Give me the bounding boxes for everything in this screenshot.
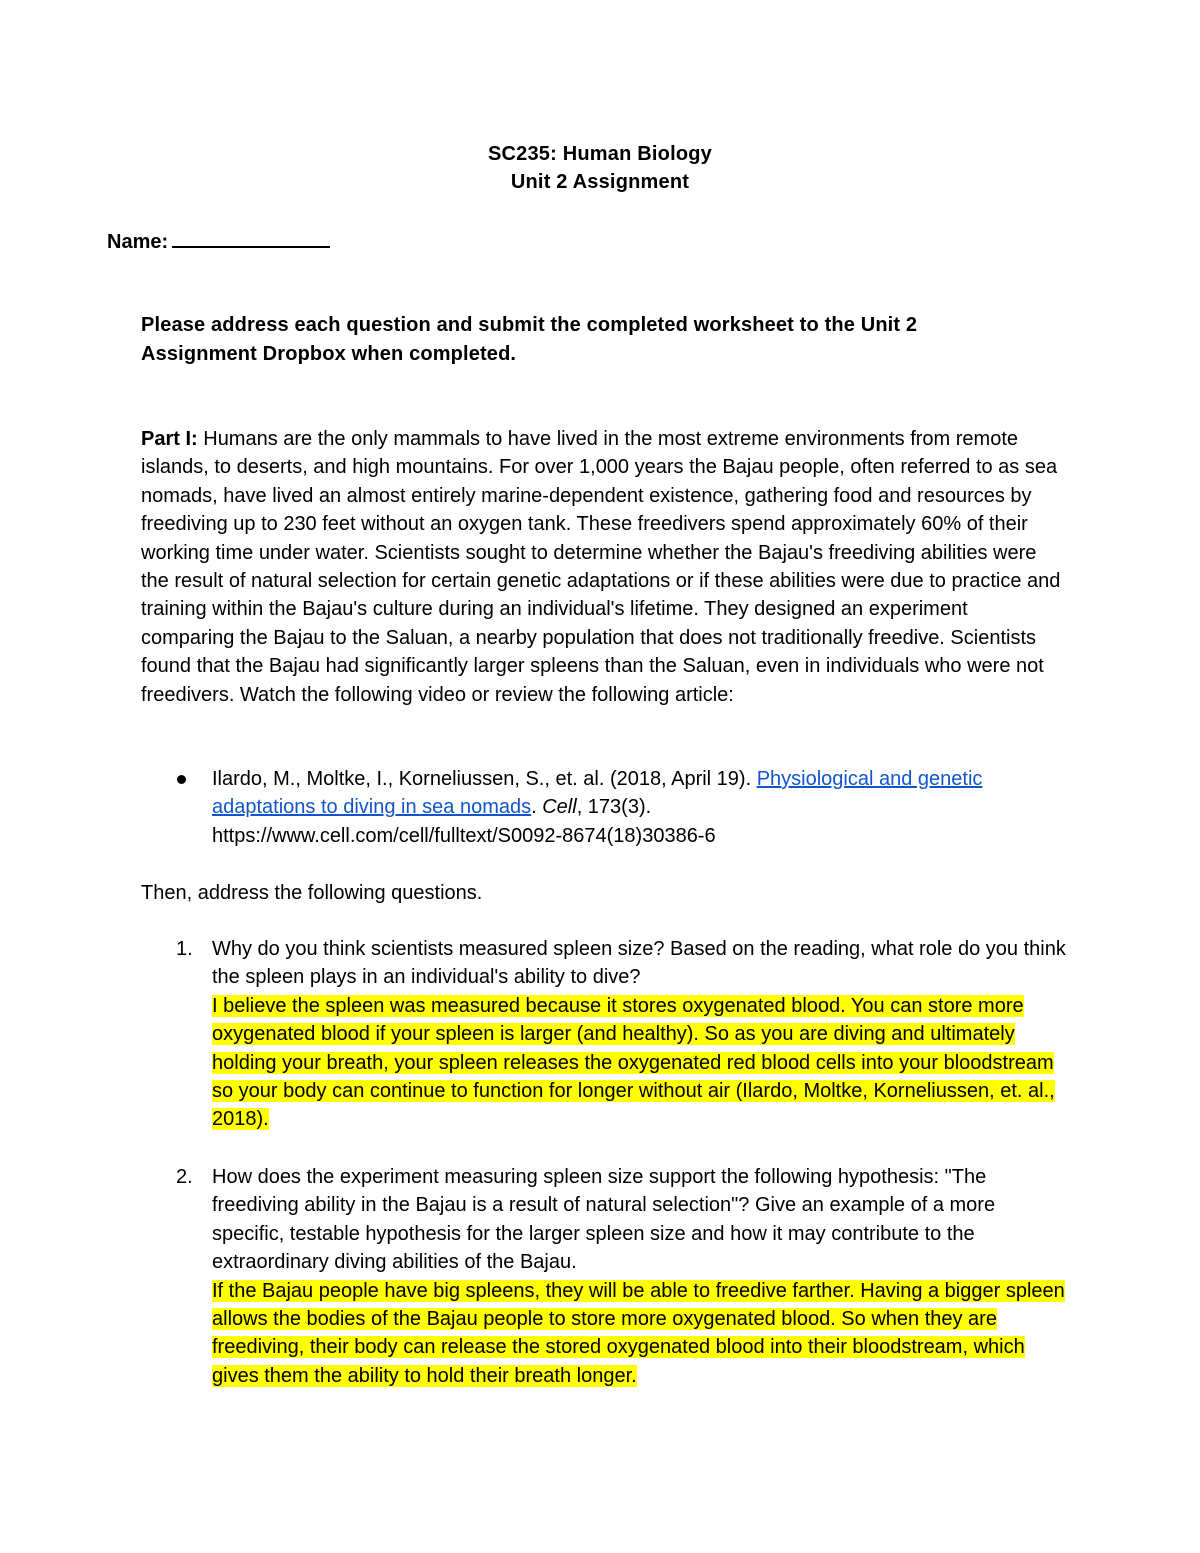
question-2 [141, 1163, 1071, 1390]
reference-authors: Ilardo, M., Moltke, I., Korneliussen, S., et. al. (2018, April 19). [212, 768, 757, 790]
reference-volume: , 173(3). [576, 796, 652, 819]
answer-highlight: I believe the spleen was measured because it stores oxygenated blood. You can store more oxygenated blood if your spleen is larger (and healthy). So as you are diving and ultimately holding your breath, your spleen releases the oxygenated red blood cells into your bloodstream so your body can continue to function for longer without air (Ilardo, Moltke, Korneliussen, et. al., 2018). [212, 994, 1055, 1131]
bullet-icon [177, 775, 186, 784]
assignment-title: Unit 2 Assignment [510, 171, 690, 193]
document-title [0, 140, 1200, 196]
name-blank[interactable] [172, 226, 330, 248]
question-number: 1. [176, 938, 193, 960]
instructions: Please address each question and submit the completed worksheet to the Unit 2 Assignment Dropbox when completed. [141, 314, 918, 365]
course-title: SC235: Human Biology [487, 143, 713, 165]
reference-list [141, 765, 1061, 850]
part1-text: Humans are the only mammals to have lived in the most extreme environments from remote islands, to deserts, and high mountains. For over 1,000 years the Bajau people, often referred to as sea nomads, have lived an almost entirely marine-dependent existence, gathering food and resources by freediving up to 230 feet without an oxygen tank. These freedivers spend approximately 60% of their working time under water. Scientists sought to determine whether the Bajau's freediving abilities were the result of natural selection for certain genetic adaptations or if these abilities were due to practice and training within the Bajau's culture during an individual's lifetime. They designed an experiment comparing the Bajau to the Saluan, a nearby population that does not traditionally freedive. Scientists found that the Bajau had significantly larger spleens than the Saluan, even in individuals who were not freedivers. Watch the following video or review the following article: [141, 428, 1061, 706]
question-text: Why do you think scientists measured spleen size? Based on the reading, what role do you think the spleen plays in an individual's ability to dive? [212, 938, 1066, 989]
question-number: 2. [176, 1166, 193, 1188]
reference-after-link: . [531, 796, 543, 819]
question-1 [141, 935, 1071, 1134]
part1-label: Part I: [141, 428, 198, 450]
then-text: Then, address the following questions. [141, 882, 483, 904]
reference-item [141, 765, 1061, 850]
answer-highlight: If the Bajau people have big spleens, they will be able to freedive farther. Having a bigger spleen allows the bodies of the Bajau people to store more oxygenated blood. So when they are freediving, their body can release the stored oxygenated blood into their bloodstream, which gives them the ability to hold their breath longer. [212, 1279, 1065, 1387]
question-item [141, 935, 1071, 1134]
reference-journal: Cell [542, 796, 577, 819]
article-link[interactable]: Physiological and genetic adaptations to diving in sea nomads [212, 768, 983, 819]
part1-paragraph [141, 425, 1061, 709]
question-text: How does the experiment measuring spleen size support the following hypothesis: "The freediving ability in the Bajau is a result of natural selection"? Give an example of a more specific, testable hypothesis for the larger spleen size and how it may contribute to the extraordinary diving abilities of the Bajau. [212, 1166, 996, 1274]
question-item [141, 1163, 1071, 1390]
reference-url: https://www.cell.com/cell/fulltext/S0092-8674(18)30386-6 [212, 824, 716, 847]
name-label: Name: [107, 231, 169, 253]
name-field [107, 226, 330, 256]
